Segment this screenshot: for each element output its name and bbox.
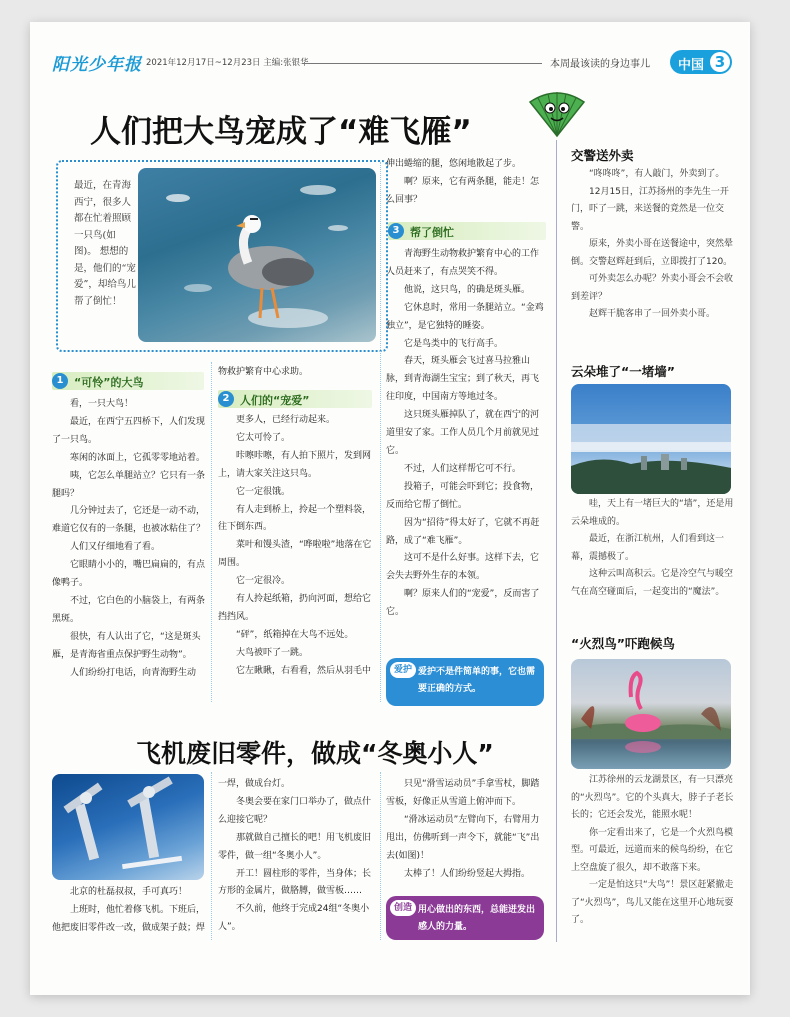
section-number-2: 2 [218, 391, 234, 407]
paragraph: 你一定看出来了，它是一个火烈鸟模型。可最近，远道而来的候鸟纷纷，在它上空盘旋了很久，却不敢落下来。 [571, 827, 734, 873]
story1-note [386, 658, 544, 706]
fan-mascot-icon [526, 88, 588, 140]
paragraph: 伸出蜷缩的腿，悠闲地散起了步。 [386, 159, 522, 169]
paragraph: 菜叶和馒头渣，“哗啦啦”地落在它周围。 [218, 540, 372, 569]
brand-logo: 阳光少年报 [52, 55, 142, 75]
paragraph: “咚咚咚”，有人敲门，外卖到了。 [589, 169, 725, 179]
page-number: 3 [710, 52, 730, 72]
story1-col1 [52, 396, 206, 683]
paragraph: 太棒了！人们纷纷竖起大拇指。 [404, 868, 531, 879]
section-badge [670, 50, 732, 74]
sidebar-story-1 [571, 166, 735, 324]
cloud-wall-photo [571, 384, 731, 494]
story2-note [386, 896, 544, 940]
paragraph: 哇，天上有一堵巨大的“墙”，还是用云朵堆成的。 [571, 499, 734, 527]
story1-col3-top [386, 156, 546, 210]
paragraph: 上班时，他忙着修飞机。下班后，他把废旧零件改一改，做成架子鼓；焊 [52, 904, 206, 933]
column-divider [211, 772, 212, 940]
section-number-3: 3 [388, 223, 404, 239]
paragraph: 人们又仔细地看了看。 [70, 542, 161, 553]
story2-col1 [52, 884, 208, 937]
paragraph: 大鸟被吓了一跳。 [236, 647, 309, 658]
paragraph: 投箱子，可能会吓到它；投食物，反而给它帮了倒忙。 [386, 481, 540, 510]
sidebar-story-2 [571, 496, 735, 601]
section-number-1: 1 [52, 373, 68, 389]
paragraph: 春天，斑头雁会飞过喜马拉雅山脉，到青海湖生宝宝；到了秋天，再飞往印度，中国南方等地过冬。 [386, 356, 540, 403]
sidebar-divider [556, 140, 557, 942]
paragraph: 啊？原来人们的“宠爱”，反而害了它。 [386, 589, 540, 618]
sidebar-title-1: 交警送外卖 [571, 148, 634, 163]
header-tagline: 本周最该读的身边事儿 [550, 59, 650, 70]
paragraph: 赵辉干脆客串了一回外卖小哥。 [589, 309, 716, 319]
story1-section3-head [388, 222, 546, 240]
paragraph: 这只斑头雁掉队了，就在西宁的河道里安了家。工作人员几个月前就见过它。 [386, 410, 540, 456]
story1-col2 [218, 412, 376, 681]
paragraph: 啊？原来，它有两条腿，能走！怎么回事？ [386, 176, 540, 205]
paragraph: 很快，有人认出了它，“这是斑头雁，是青海省重点保护野生动物”。 [52, 631, 201, 660]
note-text: 用心做出的东西，总能迸发出感人的力量。 [418, 905, 536, 932]
paragraph: 有人走到桥上，拎起一个塑料袋，往下倒东西。 [218, 504, 372, 533]
story1-col2-lead [218, 364, 376, 382]
paragraph: 不久前，他终于完成24组“冬奥小人”。 [218, 904, 370, 933]
goose-photo [138, 168, 376, 342]
column-divider [211, 362, 212, 702]
paragraph: 一定是怕这只“大鸟”！景区赶紧撤走了“火烈鸟”，鸟儿又能在这里开心地玩耍了。 [571, 880, 734, 925]
paragraph: 它眼睛小小的，嘴巴扁扁的，有点像鸭子。 [52, 560, 206, 589]
flamingo-photo [571, 659, 731, 769]
story1-intro: 最近，在青海西宁，很多人都在忙着照顾一只鸟(如图)。 想想的是，他们的“宠爱”，却给鸟儿帮了倒忙！ [74, 180, 136, 307]
paragraph: 咦，它怎么单腿站立？它只有一条腿吗？ [52, 470, 206, 499]
paragraph: 只见“滑雪运动员”手拿雪杖，脚踏雪板，好像正从雪道上俯冲而下。 [386, 779, 540, 807]
sidebar-title-2: 云朵堆了“一堵墙” [571, 364, 675, 379]
paragraph: 那就做自己擅长的吧！用飞机废旧零件，做一组“冬奥小人”。 [218, 832, 372, 861]
paragraph: 最近，在浙江杭州，人们看到这一幕，震撼极了。 [571, 534, 725, 562]
paragraph: 最近，在西宁五四桥下，人们发现了一只鸟。 [52, 416, 206, 445]
story1-title: 人们把大鸟宠成了“难飞雁” [90, 114, 472, 150]
plane-parts-photo [52, 774, 204, 880]
paragraph: 江苏徐州的云龙湖景区，有一只漂亮的“火烈鸟”。它的个头真大，脖子子老长长的；它还会发光，能照水呢！ [571, 775, 734, 820]
sidebar-story-3 [571, 772, 735, 930]
story2-col2 [218, 776, 376, 937]
paragraph: 一焊，做成台灯。 [218, 779, 291, 789]
paragraph: 有人拎起纸箱，扔向河面，想给它挡挡风。 [218, 594, 372, 622]
section1-title: “可怜”的大鸟 [74, 376, 144, 389]
note-tag: 爱护 [390, 662, 416, 678]
paragraph: 几分钟过去了，它还是一动不动，难道它仅有的一条腿，也被冰粘住了？ [52, 506, 206, 535]
story2-col3 [386, 776, 546, 883]
story1-col3 [386, 246, 546, 622]
paragraph: 青海野生动物救护繁育中心的工作人员赶来了，有点哭笑不得。 [386, 249, 540, 277]
sidebar-title-3: “火烈鸟”吓跑候鸟 [571, 636, 675, 651]
paragraph: “滑冰运动员”左臂向下，右臂用力甩出，仿佛听到一声令下，就能“飞”出去(如图)！ [386, 814, 540, 861]
paragraph: 12月15日，江苏扬州的李先生一开门，吓了一跳，来送餐的竟然是一位交警。 [571, 186, 729, 232]
paragraph: 这种云叫高积云。它是冷空气与暖空气在高空碰面后，一起变出的“魔法”。 [571, 569, 734, 597]
paragraph: 更多人，已经行动起来。 [236, 415, 336, 425]
paragraph: 看，一只大鸟！ [70, 399, 134, 409]
paragraph: 冬奥会要在家门口举办了，做点什么迎接它呢？ [218, 796, 372, 825]
section3-title: 帮了倒忙 [410, 226, 454, 239]
note-text: 爱护不是件简单的事，它也需要正确的方式。 [418, 667, 536, 694]
paragraph: 人们纷纷打电话，向青海野生动 [70, 667, 197, 678]
paragraph: 它太可怜了。 [236, 432, 291, 443]
paragraph: “砰”，纸箱掉在大鸟不远处。 [236, 629, 354, 640]
issue-date: 2021年12月17日~12月23日 主编:张银华 [146, 58, 309, 68]
column-divider [380, 162, 381, 702]
newspaper-page [30, 22, 750, 995]
story2-title: 飞机废旧零件，做成“冬奥小人” [136, 739, 494, 768]
paragraph: 它休息时，常用一条腿站立。“金鸡独立”，是它独特的睡姿。 [386, 302, 544, 331]
paragraph: 它左瞅瞅，右看看，然后从羽毛中 [236, 665, 372, 676]
paragraph: 咔嚓咔嚓，有人拍下照片，发到网上，请大家关注这只鸟。 [218, 450, 372, 479]
paragraph: 不过，人们这样帮它可不行。 [404, 463, 522, 474]
paragraph: 它一定很冷。 [236, 576, 291, 587]
paragraph: 北京的杜磊叔叔，手可真巧！ [70, 887, 188, 897]
paragraph: 寒闲的冰面上，它孤零零地站着。 [70, 452, 206, 463]
paragraph: 它一定很饿。 [236, 486, 291, 497]
note-tag: 创造 [390, 900, 416, 916]
story1-section2-head [218, 390, 372, 408]
paragraph: 这可不是什么好事。这样下去，它会失去野外生存的本领。 [386, 553, 540, 582]
column-divider [380, 772, 381, 940]
paragraph: 原来，外卖小哥在送餐途中，突然晕倒。交警赵辉赶到后，立即拨打了120。 [571, 239, 734, 267]
paragraph: 他说，这只鸟，的确是斑头雁。 [404, 284, 531, 295]
paragraph: 物救护繁育中心求助。 [218, 367, 309, 377]
paragraph: 不过，它白色的小脑袋上，有两条黑斑。 [52, 595, 206, 624]
paragraph: 因为“招待”得太好了，它就不再赶路，成了“难飞雁”。 [386, 517, 540, 546]
paragraph: 开工！圆柱形的零件，当身体；长方形的金属片，做胳膊，做雪板…… [218, 868, 372, 897]
story1-section1-head [52, 372, 204, 390]
section-label: 中国 [678, 58, 705, 73]
paragraph: 可外卖怎么办呢？外卖小哥会不会收到差评？ [571, 274, 734, 302]
section2-title: 人们的“宠爱” [240, 394, 310, 407]
paragraph: 它是鸟类中的飞行高手。 [404, 338, 504, 349]
header-divider [302, 63, 542, 64]
